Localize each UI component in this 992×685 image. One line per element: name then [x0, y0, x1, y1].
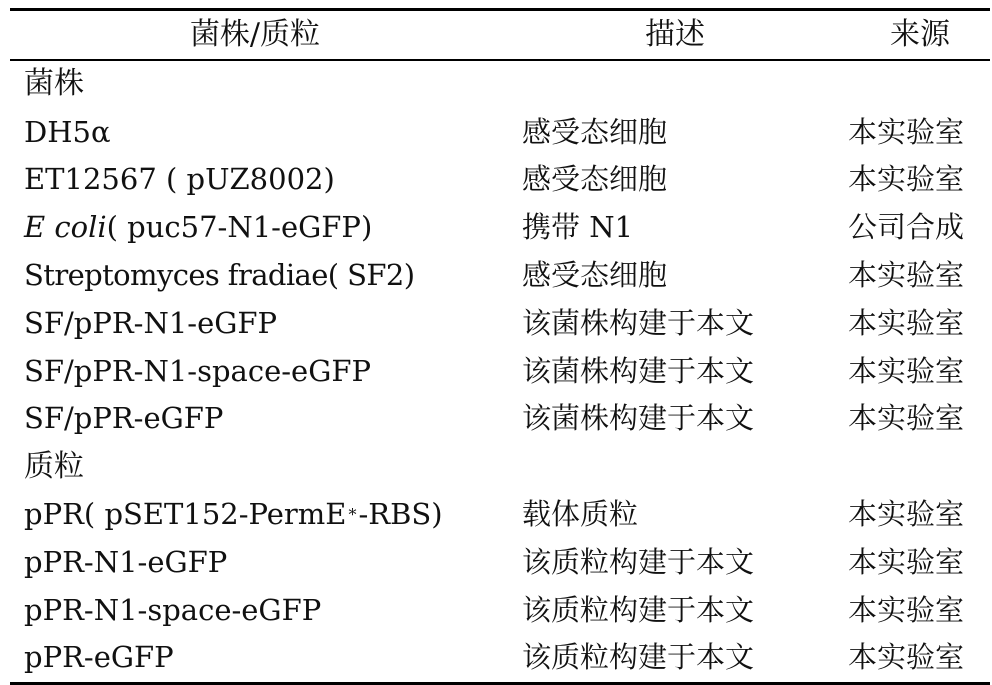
table-header-row [10, 11, 990, 59]
header-strain-plasmid: 菌株/质粒 [189, 17, 321, 52]
row-name: SF/pPR-N1-space-eGFP [24, 353, 371, 388]
table-row [10, 491, 990, 539]
table-row [10, 586, 990, 634]
row-name: SF/pPR-eGFP [24, 401, 224, 436]
header-source: 来源 [890, 17, 950, 52]
header-description: 描述 [645, 17, 705, 52]
table-row [10, 156, 990, 204]
row-name: pPR-N1-eGFP [24, 544, 228, 579]
row-name-suffix: -RBS) [358, 497, 443, 532]
table-row [10, 634, 990, 682]
table-row [10, 252, 990, 300]
row-description: 感受态细胞 [522, 162, 668, 197]
row-source: 本实验室 [848, 497, 965, 532]
row-name: ET12567 ( pUZ8002) [24, 162, 335, 197]
row-description: 该质粒构建于本文 [522, 592, 755, 627]
row-description: 该质粒构建于本文 [522, 640, 755, 675]
section-heading-strains [10, 61, 990, 109]
row-name: pPR-N1-space-eGFP [24, 592, 322, 627]
table-row [10, 299, 990, 347]
table-row [10, 347, 990, 395]
row-name-main: pPR( pSET152-PermE [24, 497, 347, 532]
row-name: DH5α [24, 114, 111, 149]
table-row [10, 108, 990, 156]
row-description: 该质粒构建于本文 [522, 544, 755, 579]
row-source: 本实验室 [848, 544, 965, 579]
table-row [10, 204, 990, 252]
row-name: SF/pPR-N1-eGFP [24, 305, 278, 340]
row-name-rest: ( puc57-N1-eGFP) [106, 210, 373, 245]
row-name [24, 204, 372, 252]
row-source: 本实验室 [848, 162, 965, 197]
row-source: 公司合成 [848, 210, 965, 245]
section-heading-plasmids [10, 443, 990, 491]
bottom-rule [10, 682, 990, 685]
row-source: 本实验室 [848, 640, 965, 675]
row-source: 本实验室 [848, 258, 965, 293]
row-name: pPR-eGFP [24, 640, 174, 675]
row-description: 该菌株构建于本文 [522, 353, 755, 388]
row-source: 本实验室 [848, 305, 965, 340]
row-name-italic: E coli [24, 210, 107, 245]
table-row [10, 538, 990, 586]
row-description: 载体质粒 [522, 497, 639, 532]
row-source: 本实验室 [848, 401, 965, 436]
row-name: Streptomyces fradiae( SF2) [24, 258, 415, 293]
section-title: 质粒 [24, 448, 84, 484]
row-source: 本实验室 [848, 353, 965, 388]
row-description: 该菌株构建于本文 [522, 401, 755, 436]
row-description: 携带 N1 [522, 210, 634, 245]
section-title: 菌株 [24, 66, 84, 102]
strain-plasmid-table [10, 8, 990, 685]
row-source: 本实验室 [848, 592, 965, 627]
row-description: 该菌株构建于本文 [522, 305, 755, 340]
row-source: 本实验室 [848, 114, 965, 149]
row-name [24, 491, 443, 539]
row-name-superscript: * [348, 504, 357, 524]
table-row [10, 395, 990, 443]
row-description: 感受态细胞 [522, 114, 668, 149]
row-description: 感受态细胞 [522, 258, 668, 293]
